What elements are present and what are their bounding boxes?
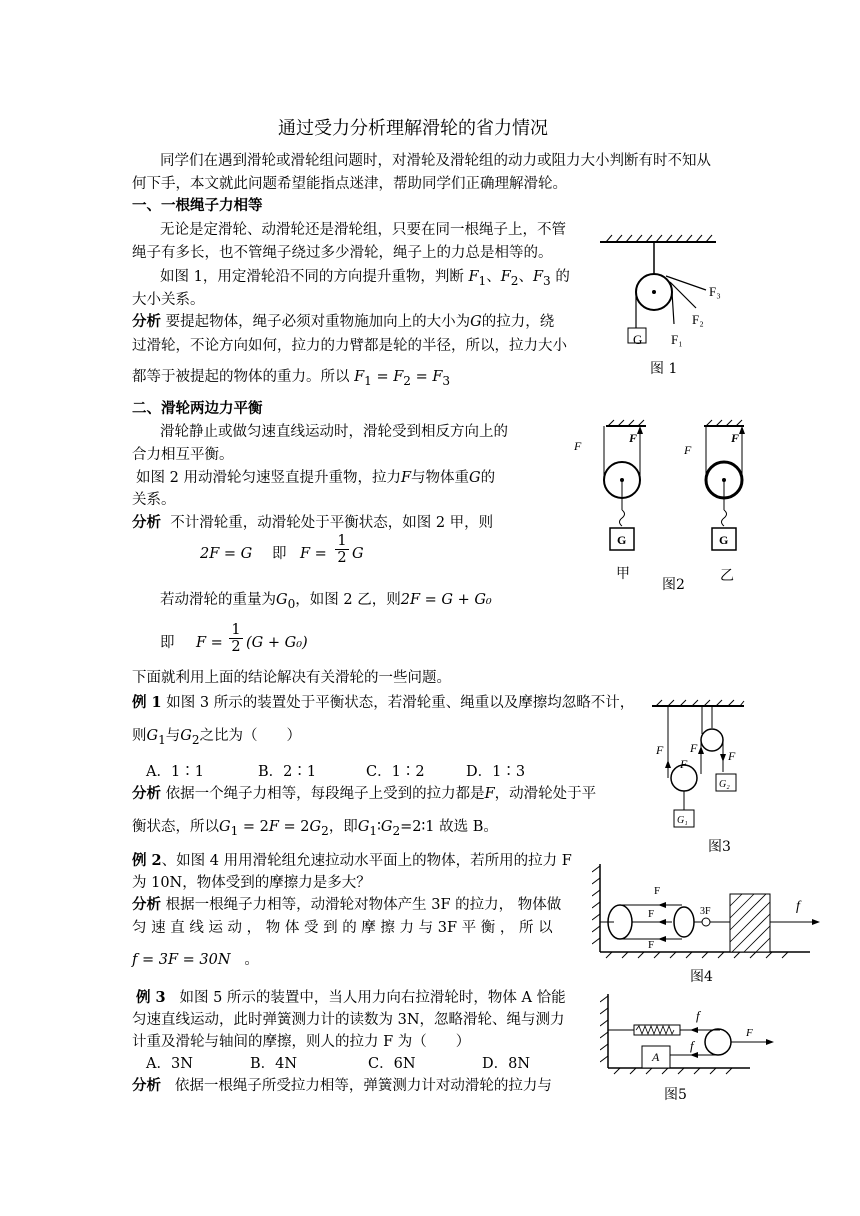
- figure-4: [592, 862, 822, 962]
- svg-text:F: F: [746, 1027, 753, 1039]
- s2-p1-line-2: 合力相互平衡。: [132, 447, 234, 463]
- s2-p5-line: 下面就利用上面的结论解决有关滑轮的一些问题。: [132, 670, 451, 686]
- example-3-text: 如图 5 所示的装置中，当人用力向右拉滑轮时，物体 A 恰能: [179, 990, 566, 1006]
- equation-friction: f = 3F = 30N: [132, 952, 231, 968]
- example-2-line-1: [132, 852, 572, 870]
- s2-p2-end: 的: [480, 470, 496, 486]
- ex1-analysis-line-2: 衡状态，所以$G_1 = 2F = 2G_2$，即$G_1∶G_2=2∶1$ 故选 B。: [132, 819, 498, 838]
- ex1-line2-a: 则: [132, 728, 147, 744]
- figure-2-sub-a: 甲: [616, 567, 630, 582]
- equation-g-var: G: [352, 546, 364, 562]
- ex2-eq-end: 。: [244, 952, 259, 968]
- fraction-half-2: 1 2: [229, 622, 243, 655]
- s1-p2-line-1: 如图 1，用定滑轮沿不同的方向提升重物，判断 $F_1$、$F_2$、$F_3$ 的: [160, 269, 570, 288]
- ex2-analysis-line-3: [132, 951, 259, 969]
- analysis-label: 分析: [132, 1077, 161, 1094]
- svg-text:F: F: [656, 743, 664, 757]
- equation-f-prefix-2: F =: [196, 635, 223, 651]
- example-2-line-2: 为 10N，物体受到的摩擦力是多大？: [132, 875, 371, 891]
- svg-text:f: f: [696, 1008, 700, 1023]
- s1-p2-text: 如图 1，用定滑轮沿不同的方向提升重物，判断: [160, 269, 464, 285]
- example-3-line-3: 计重及滑轮与轴间的摩擦，则人的拉力 F 为（ ）: [132, 1034, 471, 1050]
- g-symbol: G: [470, 314, 482, 330]
- f2-symbol: F: [500, 269, 511, 285]
- example-3-line-1: [136, 989, 566, 1007]
- s2-p3-mid: ，如图 2 乙，则: [295, 592, 401, 608]
- f1-symbol: F: [468, 269, 479, 285]
- ex1-analysis-line-1: 分析 依据一个绳子力相等，每段绳子上受到的拉力都是F，动滑轮处于平: [132, 785, 597, 802]
- section-1-heading: 一、一根绳子力相等: [132, 197, 263, 214]
- ex3-analysis-line-1: [132, 1077, 552, 1095]
- s1-p1-line-2: 绳子有多长，也不管绳子绕过多少滑轮，绳子上的力总是相等的。: [132, 245, 553, 261]
- svg-text:G: G: [719, 533, 729, 547]
- s2-p2-line-1: 如图 2 用动滑轮匀速竖直提升重物，拉力F与物体重G的: [136, 470, 496, 486]
- equation-2f-g-g0: 2F = G + G₀: [400, 592, 492, 608]
- figure-2-caption: 图2: [662, 577, 685, 593]
- ex3-option-d: D．8N: [482, 1056, 531, 1072]
- s2-analysis-line-1: [132, 514, 493, 532]
- fraction-half: 1 2: [335, 533, 349, 566]
- ex3-option-a: A．3N: [146, 1056, 193, 1072]
- figure-2: [566, 418, 766, 588]
- figure-5: [600, 992, 780, 1076]
- figure-3: [644, 698, 754, 828]
- s1-an3-text: 都等于被提起的物体的重力。所以: [132, 369, 350, 385]
- ex2-an1-text: 根据一根绳子力相等，动滑轮对物体产生 3F 的拉力， 物体做: [165, 897, 562, 913]
- intro-line-2: 何下手，本文就此问题希望能指点迷津，帮助同学们正确理解滑轮。: [132, 176, 567, 192]
- analysis-label: 分析: [132, 514, 161, 531]
- page-title: 通过受力分析理解滑轮的省力情况: [278, 118, 548, 139]
- ex1-an2-text: 衡状态，所以: [132, 819, 219, 835]
- example-3-line-2: 匀速直线运动，此时弹簧测力计的读数为 3N，忽略滑轮、绳与测力: [132, 1012, 565, 1028]
- s1-analysis-line-1: [132, 313, 554, 331]
- svg-text:F: F: [574, 439, 582, 453]
- ex3-option-b: B．4N: [250, 1056, 298, 1072]
- example-1-line-1: [132, 694, 634, 712]
- figure-3-caption: 图3: [708, 839, 731, 855]
- equation-2f-g: 2F = G: [200, 546, 253, 562]
- ex3-option-c: C．6N: [368, 1056, 416, 1072]
- svg-text:F: F: [648, 908, 655, 920]
- ex1-line2-b: 与: [165, 728, 181, 744]
- intro-line-1: 同学们在遇到滑轮或滑轮组问题时，对滑轮及滑轮组的动力或阻力大小判断有时不知从: [160, 153, 711, 169]
- analysis-label: 分析: [132, 785, 161, 802]
- figure-1-caption: 图 1: [650, 361, 678, 377]
- example-3-label: 例 3: [136, 989, 166, 1006]
- svg-text:F: F: [731, 431, 740, 445]
- label-f3: F₃: [709, 284, 721, 299]
- ex1-an2-end: =2∶1 故选 B。: [400, 819, 498, 835]
- label-f1: F₁: [671, 332, 683, 347]
- f3-symbol: F: [532, 269, 544, 285]
- svg-text:G₁: G₁: [677, 815, 688, 826]
- example-1-text: 如图 3 所示的装置处于平衡状态，若滑轮重、绳重以及摩擦均忽略不计，: [166, 695, 635, 711]
- ex2-analysis-line-1: [132, 896, 561, 914]
- svg-text:F: F: [680, 757, 688, 771]
- s2-p3-text: 若动滑轮的重量为: [160, 592, 276, 608]
- s2-an1-text: 不计滑轮重，动滑轮处于平衡状态，如图 2 甲，则: [170, 515, 494, 531]
- svg-text:F: F: [690, 741, 698, 755]
- s1-an1-end: 的拉力，绕: [481, 314, 555, 330]
- svg-text:f: f: [796, 899, 800, 914]
- ex3-an1-text: 依据一根绳子所受拉力相等，弹簧测力计对动滑轮的拉力与: [174, 1078, 552, 1094]
- s1-analysis-line-3: 都等于被提起的物体的重力。所以 $F_1 = F_2 = F_3$: [132, 369, 451, 388]
- equation-connector: 即: [272, 546, 287, 562]
- s2-p2-mid: 与物体重: [411, 470, 470, 486]
- svg-text:G: G: [617, 533, 627, 547]
- s1-an1-text: 要提起物体，绳子必须对重物施加向上的大小为: [165, 314, 471, 330]
- ex1-an2-mid: ，即: [328, 819, 358, 835]
- analysis-label: 分析: [132, 313, 161, 330]
- equation-f1-f2-f3: F: [354, 369, 365, 385]
- example-2-label: 例 2: [132, 852, 162, 869]
- analysis-label: 分析: [132, 896, 161, 913]
- label-g: G: [633, 332, 643, 347]
- block-body: [730, 894, 770, 952]
- ex1-line2-c: 之比为（ ）: [199, 728, 302, 744]
- svg-text:A: A: [652, 1050, 660, 1064]
- ex1-option-c: C．1∶2: [366, 764, 425, 780]
- figure-4-caption: 图4: [690, 969, 713, 985]
- s2-p2-line-2: 关系。: [132, 492, 176, 508]
- s2-p1-line-1: 滑轮静止或做匀速直线运动时，滑轮受到相反方向上的: [160, 424, 508, 440]
- figure-5-caption: 图5: [664, 1087, 687, 1103]
- figure-2-sub-b: 乙: [720, 569, 734, 584]
- svg-text:f: f: [690, 1038, 694, 1053]
- s2-p2-text: 如图 2 用动滑轮匀速竖直提升重物，拉力: [136, 470, 401, 486]
- svg-text:F: F: [629, 431, 638, 445]
- svg-text:F: F: [648, 939, 655, 951]
- equation-f-prefix: F =: [300, 546, 327, 562]
- example-2-text: 、如图 4 用用滑轮组允速拉动水平面上的物体，若所用的拉力 F: [161, 853, 572, 869]
- ex1-option-a: A．1∶1: [146, 764, 204, 780]
- s2-p4-connector: 即: [160, 635, 175, 651]
- example-1-line-2: 则$G_1$与$G_2$之比为（ ）: [132, 728, 302, 747]
- svg-text:F: F: [728, 749, 736, 763]
- section-2-heading: 二、滑轮两边力平衡: [132, 400, 263, 417]
- ex1-an1-text: 依据一个绳子力相等，每段绳子上受到的拉力都是: [165, 786, 485, 802]
- svg-text:G₂: G₂: [719, 779, 730, 790]
- label-f2: F₂: [692, 312, 704, 327]
- ex1-an1-end: ，动滑轮处于平: [494, 786, 597, 802]
- svg-text:3F: 3F: [700, 906, 711, 917]
- ex2-analysis-line-2: 匀 速 直 线 运 动 ， 物 体 受 到 的 摩 擦 力 与 3F 平 衡 ， 所 以: [132, 920, 553, 936]
- s1-p2-end: 的: [555, 269, 570, 285]
- s2-p3-line: 若动滑轮的重量为$G_0$，如图 2 乙，则2F = G + G₀: [160, 592, 492, 611]
- svg-text:F: F: [684, 443, 692, 457]
- equation-f-g-g0: (G + G₀): [246, 635, 308, 651]
- figure-1: [596, 232, 736, 352]
- example-1-label: 例 1: [132, 694, 162, 711]
- s1-analysis-line-2: 过滑轮，不论方向如何，拉力的力臂都是轮的半径，所以，拉力大小: [132, 338, 567, 354]
- ex1-option-d: D．1∶3: [466, 764, 526, 780]
- s1-p2-line-2: 大小关系。: [132, 292, 205, 308]
- ex1-option-b: B．2∶1: [258, 764, 317, 780]
- svg-text:F: F: [654, 885, 661, 897]
- s1-p1-line-1: 无论是定滑轮、动滑轮还是滑轮组，只要在同一根绳子上，不管: [160, 222, 566, 238]
